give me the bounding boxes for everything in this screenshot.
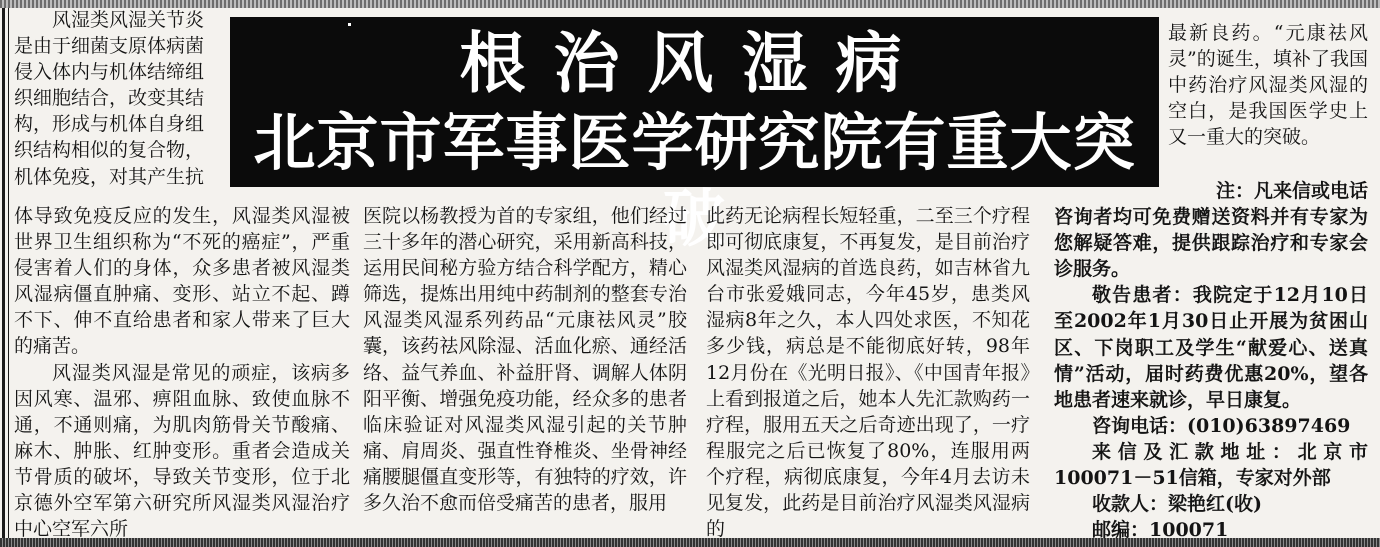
text-line: 织细胞结合，改变其结: [14, 87, 205, 110]
text-line: 织结构相似的复合物，: [14, 139, 205, 162]
text-line: 是由于细菌支原体病菌: [14, 35, 205, 58]
left-border-rule-thin: [8, 8, 9, 544]
contact-postcode: 邮编：100071: [1092, 519, 1229, 542]
article-paragraph: 此药无论病程长短轻重，二至三个疗程即可彻底康复，不再复发，是目前治疗风湿类风湿病的首选良药，如吉林省九台市张爱娥同志，今年45岁，患类风湿病8年之久，本人四处求医，不知花多少钱，病总是不能彻底好转，98年12月份在《光明日报》、《中国青年报》上看到报道之后，她本人先汇款购药一疗程，服用五天之后奇迹出现了，一疗程服完之后已恢复了80%，连服用两个疗程，病彻底康复，今年4月去访未见复发，此药是目前治疗风湿类风湿病的: [706, 205, 1030, 541]
text-line: 风湿类风湿关节炎: [52, 9, 205, 31]
left-wrap-text: [14, 7, 228, 190]
announcement: 敬告患者：我院定于12月10日至2002年1月30日止开展为贫困山区、下岗职工及学生“献爱心、送真情”活动，届时药费优惠20%，望各地患者速来就诊，早日康复。: [1054, 284, 1368, 411]
article-column-2: [363, 203, 687, 516]
article-column-4: [1054, 178, 1368, 543]
contact-address: 来信及汇款地址：北京市100071－51信箱，专家对外部: [1054, 440, 1368, 490]
contact-recipient: 收款人：梁艳红(收): [1092, 493, 1262, 516]
notice-label: 注：凡来信或电话: [1215, 180, 1368, 202]
article-paragraph: 最新良药。“元康祛风灵”的诞生，填补了我国中药治疗风湿类风湿的空白，是我国医学史上又一重大的突破。: [1168, 22, 1368, 149]
headline-banner: [230, 17, 1159, 255]
article-column-1: [14, 203, 350, 542]
article-column-4-top: [1168, 20, 1368, 150]
article-paragraph: 风湿类风湿是常见的顽症，该病多因风寒、温邪、痹阻血脉、致使血脉不通，不通则痛，为肌肉筋骨关节酸痛、麻木、肿胀、红肿变形。重者会造成关节骨质的破坏，导致关节变形，位于北京德外空军第六研究所风湿类风湿治疗中心空军六所: [14, 361, 350, 541]
article-paragraph: 医院以杨教授为首的专家组，他们经过三十多年的潜心研究，采用新高科技，运用民间秘方验方结合科学配方，精心筛选，提炼出用纯中药制剂的整套专治风湿类风湿系列药品“元康祛风灵”胶囊，该药祛风除湿、活血化瘀、通经活络、益气养血、补益肝肾、调解人体阴阳平衡、增强免疫功能，经众多的患者临床验证对风湿类风湿引起的关节肿痛、肩周炎、强直性脊椎炎、坐骨神经痛腰腿僵直变形等，有独特的疗效，许多久治不愈而倍受痛苦的患者，服用: [363, 205, 687, 515]
notice-text: 咨询者均可免费赠送资料并有专家为您解疑答难，提供跟踪治疗和专家会诊服务。: [1054, 206, 1368, 281]
article-column-3: [706, 203, 1030, 542]
text-line: 构，形成与机体自身组: [14, 113, 205, 136]
text-line: 侵入体内与机体结缔组: [14, 61, 205, 84]
contact-phone: 咨询电话：(010)63897469: [1092, 414, 1351, 437]
headline-title: 根治风湿病: [459, 24, 930, 102]
headline-subtitle: 北京市军事医学研究院有重大突破: [253, 106, 1136, 255]
decorative-dot: [348, 23, 351, 26]
left-border-rule: [2, 8, 5, 544]
text-line: 机体免疫，对其产生抗: [14, 165, 205, 188]
article-paragraph: 体导致免疫反应的发生，风湿类风湿被世界卫生组织称为“不死的癌症”，严重侵害着人们的身体，众多患者被风湿类风湿病僵直肿痛、变形、站立不起、蹲不下、伸不直给患者和家人带来了巨大的痛苦。: [14, 205, 350, 358]
